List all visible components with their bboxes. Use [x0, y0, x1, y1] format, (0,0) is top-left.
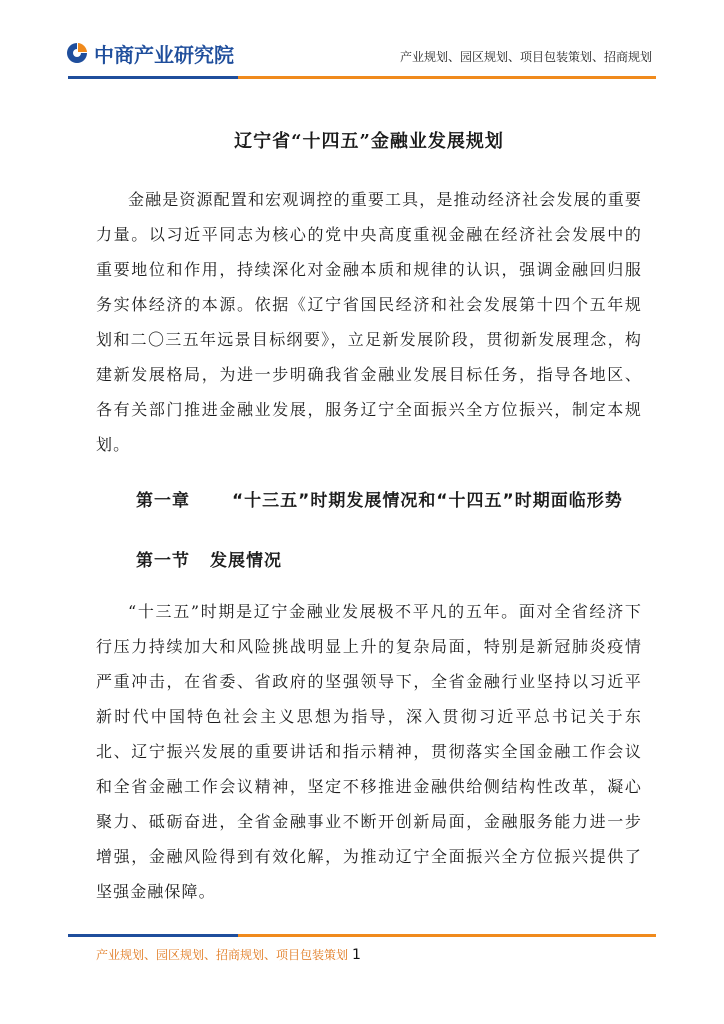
- chapter-number: 第一章: [136, 491, 190, 511]
- header-tagline: 产业规划、园区规划、项目包装策划、招商规划: [399, 50, 652, 64]
- intro-paragraph: 金融是资源配置和宏观调控的重要工具，是推动经济社会发展的重要力量。以习近平同志为核心的党中央高度重视金融在经济社会发展中的重要地位和作用，持续深化对金融本质和规律的认识，强调金融回归服务实体经济的本源。依据《辽宁省国民经济和社会发展第十四个五年规划和二〇三五年远景目标纲要》，立足新发展阶段，贯彻新发展理念，构建新发展格局，为进一步明确我省金融业发展目标任务，指导各地区、各有关部门推进金融业发展，服务辽宁全面振兴全方位振兴，制定本规划。: [96, 190, 642, 454]
- footer-text: 产业规划、园区规划、招商规划、项目包装策划: [96, 948, 349, 962]
- logo-text: 中商产业研究院: [94, 42, 234, 67]
- logo-icon: [64, 40, 90, 66]
- section-paragraph: “十三五”时期是辽宁金融业发展极不平凡的五年。面对全省经济下行压力持续加大和风险挑战明显上升的复杂局面，特别是新冠肺炎疫情严重冲击，在省委、省政府的坚强领导下，全省金融行业坚持以习近平新时代中国特色社会主义思想为指导，深入贯彻习近平总书记关于东北、辽宁振兴发展的重要讲话和指示精神，贯彻落实全国金融工作会议和全省金融工作会议精神，坚定不移推进金融供给侧结构性改革，凝心聚力、砥砺奋进，全省金融事业不断开创新局面，金融服务能力进一步增强，金融风险得到有效化解，为推动辽宁全面振兴全方位振兴提供了坚强金融保障。: [96, 602, 642, 901]
- section-number: 第一节: [136, 551, 190, 571]
- section-heading: [136, 542, 642, 580]
- section-title: 发展情况: [210, 551, 282, 571]
- footer-rule-orange: [238, 934, 656, 937]
- document-title: 辽宁省“十四五”金融业发展规划: [234, 131, 504, 152]
- document-body: [96, 118, 642, 909]
- header-rule-blue: [68, 76, 238, 79]
- footer-rule-blue: [68, 934, 238, 937]
- header-rule-orange: [238, 76, 656, 79]
- logo: [64, 38, 234, 68]
- page-number: 1: [352, 947, 361, 963]
- page-footer: [96, 946, 361, 963]
- chapter-heading: [96, 482, 642, 520]
- chapter-title: “十三五”时期发展情况和“十四五”时期面临形势: [232, 491, 623, 511]
- page-header: [0, 0, 724, 90]
